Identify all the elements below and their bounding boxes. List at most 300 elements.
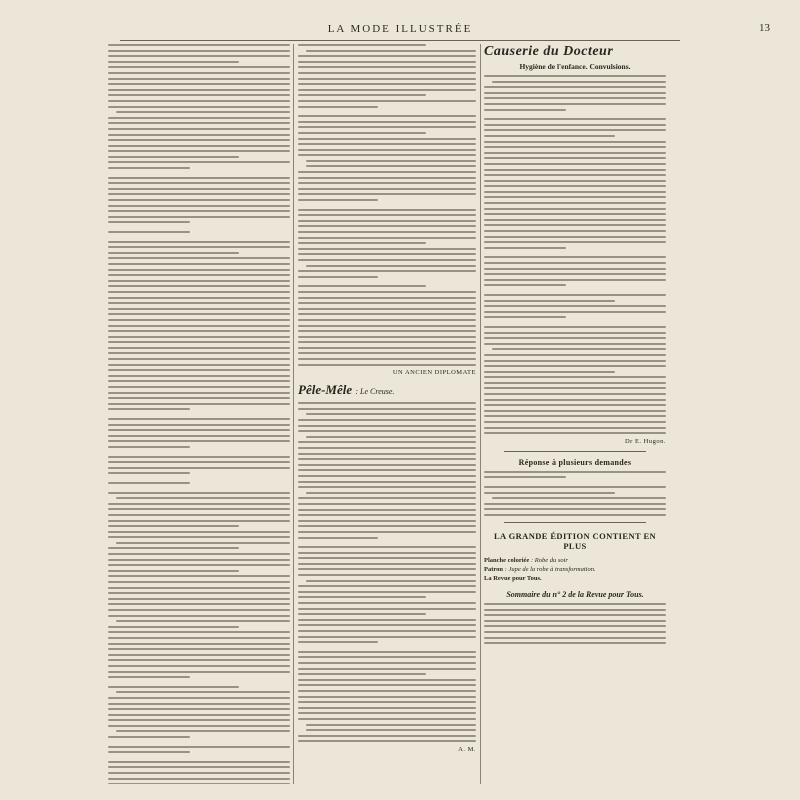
text-line xyxy=(484,337,666,339)
edition-item: Patron : Jupe de la robe à transformation. xyxy=(484,565,596,573)
text-line xyxy=(298,531,476,533)
text-line xyxy=(108,708,290,710)
text-line xyxy=(108,564,290,566)
text-line xyxy=(306,492,476,494)
text-line xyxy=(108,570,239,572)
text-line xyxy=(298,358,476,360)
body-text-block xyxy=(108,44,290,784)
text-line xyxy=(108,156,239,158)
text-line xyxy=(108,456,290,458)
text-line xyxy=(108,145,290,147)
text-line xyxy=(108,150,290,152)
text-line xyxy=(298,701,476,703)
text-line xyxy=(298,171,476,173)
edition-heading: LA GRANDE ÉDITION CONTIENT EN PLUS xyxy=(493,530,657,551)
text-line xyxy=(108,514,290,516)
text-line xyxy=(484,343,666,345)
text-line xyxy=(298,712,476,714)
text-line xyxy=(108,325,290,327)
text-line xyxy=(108,725,290,727)
text-line xyxy=(306,265,476,267)
text-line xyxy=(484,503,666,505)
text-line xyxy=(298,55,476,57)
text-line xyxy=(298,668,476,670)
text-line xyxy=(298,408,476,410)
text-line xyxy=(298,231,476,233)
text-line xyxy=(108,508,290,510)
text-line xyxy=(484,376,666,378)
text-line xyxy=(108,66,290,68)
text-line xyxy=(298,259,476,261)
text-line xyxy=(108,221,190,223)
text-line xyxy=(298,684,476,686)
text-line xyxy=(108,210,290,212)
text-line xyxy=(108,531,290,533)
text-line xyxy=(108,403,290,405)
text-line xyxy=(298,557,476,559)
text-line xyxy=(298,225,476,227)
text-line xyxy=(484,129,666,131)
text-line xyxy=(484,514,666,516)
text-line xyxy=(298,651,476,653)
text-line xyxy=(108,375,290,377)
text-line xyxy=(108,654,290,656)
text-line xyxy=(108,252,239,254)
text-line xyxy=(108,751,190,753)
text-line xyxy=(298,364,476,366)
text-line xyxy=(108,246,290,248)
text-line xyxy=(484,230,666,232)
text-line xyxy=(108,418,290,420)
text-line xyxy=(298,481,476,483)
text-line xyxy=(108,665,290,667)
text-line xyxy=(484,169,666,171)
text-line xyxy=(298,585,476,587)
text-line xyxy=(108,193,290,195)
text-line xyxy=(298,630,476,632)
text-line xyxy=(108,643,290,645)
text-line xyxy=(484,224,666,226)
text-line xyxy=(306,160,476,162)
text-line xyxy=(108,380,290,382)
text-line xyxy=(306,413,476,415)
text-line xyxy=(108,386,290,388)
text-line xyxy=(484,620,666,622)
text-line xyxy=(108,117,290,119)
text-line xyxy=(108,139,290,141)
text-line xyxy=(108,435,290,437)
text-line xyxy=(306,50,476,52)
text-line xyxy=(108,467,290,469)
text-line xyxy=(298,330,476,332)
text-line xyxy=(298,325,476,327)
text-line xyxy=(108,358,290,360)
text-line xyxy=(108,50,290,52)
text-line xyxy=(108,714,290,716)
text-line xyxy=(484,300,615,302)
text-line xyxy=(298,132,426,134)
text-line xyxy=(298,94,426,96)
text-line xyxy=(484,92,666,94)
text-line xyxy=(108,55,290,57)
body-text-block xyxy=(298,44,476,366)
text-line xyxy=(108,392,290,394)
text-line xyxy=(484,387,666,389)
text-line xyxy=(298,735,476,737)
text-line xyxy=(484,354,666,356)
text-line xyxy=(108,446,190,448)
text-line xyxy=(298,679,476,681)
text-line xyxy=(108,330,290,332)
text-line xyxy=(484,247,566,249)
text-line xyxy=(108,609,290,611)
text-line xyxy=(484,625,666,627)
text-line xyxy=(298,430,476,432)
body-text-block xyxy=(484,75,666,434)
text-line xyxy=(116,542,290,544)
text-line xyxy=(298,537,378,539)
text-line xyxy=(484,180,666,182)
text-line xyxy=(298,475,476,477)
text-line xyxy=(298,149,476,151)
text-line xyxy=(108,592,290,594)
divider xyxy=(504,522,646,523)
pele-mele-heading xyxy=(298,382,476,398)
text-line xyxy=(108,291,290,293)
text-line xyxy=(298,115,476,117)
text-line xyxy=(108,313,290,315)
article-signature: UN ANCIEN DIPLOMATE xyxy=(392,369,476,377)
text-line xyxy=(298,740,476,742)
text-line xyxy=(484,316,566,318)
text-line xyxy=(484,103,666,105)
text-line xyxy=(484,174,666,176)
text-line xyxy=(298,193,476,195)
column-right xyxy=(484,44,666,784)
text-line xyxy=(108,783,290,784)
text-line xyxy=(484,284,566,286)
text-line xyxy=(484,124,666,126)
text-line xyxy=(484,109,566,111)
text-line xyxy=(298,285,426,287)
text-line xyxy=(116,691,290,693)
text-line xyxy=(108,241,290,243)
text-line xyxy=(108,89,290,91)
text-line xyxy=(108,648,290,650)
text-line xyxy=(298,574,476,576)
text-line xyxy=(484,97,666,99)
page-number: 13 xyxy=(759,22,770,34)
text-line xyxy=(298,106,378,108)
text-line xyxy=(108,631,290,633)
text-line xyxy=(298,707,476,709)
text-line xyxy=(108,188,290,190)
text-line xyxy=(298,276,378,278)
text-line xyxy=(298,514,476,516)
text-line xyxy=(108,177,290,179)
text-line xyxy=(108,336,290,338)
text-line xyxy=(298,83,476,85)
text-line xyxy=(484,631,666,633)
text-line xyxy=(108,637,290,639)
text-line xyxy=(298,253,476,255)
text-line xyxy=(108,199,290,201)
body-text-block xyxy=(298,402,476,742)
text-line xyxy=(108,397,290,399)
text-line xyxy=(108,408,190,410)
text-line xyxy=(108,598,290,600)
text-line xyxy=(298,419,476,421)
causerie-subtitle: Hygiène de l'enfance. Convulsions. xyxy=(519,62,631,71)
text-line xyxy=(108,263,290,265)
text-line xyxy=(298,641,378,643)
column-rule-2 xyxy=(480,44,481,784)
text-line xyxy=(484,486,666,488)
text-line xyxy=(484,332,666,334)
text-line xyxy=(298,503,476,505)
text-line xyxy=(484,202,666,204)
text-line xyxy=(298,608,476,610)
text-line xyxy=(484,213,666,215)
text-line xyxy=(108,352,290,354)
text-line xyxy=(484,118,666,120)
text-line xyxy=(108,319,290,321)
text-line xyxy=(298,341,476,343)
text-line xyxy=(108,440,290,442)
text-line xyxy=(484,191,666,193)
text-line xyxy=(108,161,290,163)
text-line xyxy=(116,497,290,499)
text-line xyxy=(108,106,290,108)
text-line xyxy=(298,441,476,443)
text-line xyxy=(108,461,290,463)
text-line xyxy=(298,297,476,299)
text-line xyxy=(298,636,476,638)
text-line xyxy=(484,268,666,270)
text-line xyxy=(108,424,290,426)
text-line xyxy=(108,575,290,577)
text-line xyxy=(108,746,290,748)
causerie-title: Causerie du Docteur xyxy=(484,44,614,59)
text-line xyxy=(484,508,666,510)
text-line xyxy=(108,581,290,583)
text-line xyxy=(298,302,476,304)
reponse-heading: Réponse à plusieurs demandes xyxy=(518,457,632,467)
text-line xyxy=(484,241,666,243)
text-line xyxy=(484,492,615,494)
text-line xyxy=(484,637,666,639)
text-line xyxy=(108,603,290,605)
column-rule-1 xyxy=(293,44,294,784)
text-line xyxy=(298,690,476,692)
text-line xyxy=(298,248,476,250)
text-line xyxy=(306,165,476,167)
column-left xyxy=(108,44,290,784)
text-line xyxy=(108,134,290,136)
text-line xyxy=(298,464,476,466)
text-line xyxy=(108,492,290,494)
text-line xyxy=(484,273,666,275)
text-line xyxy=(484,236,666,238)
text-line xyxy=(484,365,666,367)
causerie-signature: Dr E. Hugon. xyxy=(624,437,666,445)
text-line xyxy=(108,703,290,705)
text-line xyxy=(108,525,239,527)
text-line xyxy=(484,196,666,198)
text-line xyxy=(108,736,190,738)
text-line xyxy=(484,399,666,401)
text-line xyxy=(484,371,615,373)
text-line xyxy=(298,486,476,488)
text-line xyxy=(298,291,476,293)
text-line xyxy=(492,81,666,83)
edition-item: Planche coloriée : Robe du soir xyxy=(484,556,568,564)
text-line xyxy=(108,719,290,721)
text-line xyxy=(298,591,476,593)
text-line xyxy=(484,471,666,473)
text-line xyxy=(298,453,476,455)
text-line xyxy=(298,525,476,527)
text-line xyxy=(298,509,476,511)
divider xyxy=(504,451,646,452)
text-line xyxy=(298,313,476,315)
text-line xyxy=(108,44,290,46)
sommaire-heading: Sommaire du n° 2 de la Revue pour Tous. xyxy=(506,589,644,599)
text-line xyxy=(298,347,476,349)
text-line xyxy=(484,146,666,148)
text-line xyxy=(298,624,476,626)
text-line xyxy=(298,619,476,621)
text-line xyxy=(484,642,666,644)
text-line xyxy=(108,297,290,299)
text-line xyxy=(298,61,476,63)
text-line xyxy=(484,614,666,616)
text-line xyxy=(298,89,476,91)
text-line xyxy=(298,552,476,554)
text-line xyxy=(484,141,666,143)
text-line xyxy=(484,311,666,313)
text-line xyxy=(298,520,476,522)
text-line xyxy=(298,199,378,201)
text-line xyxy=(298,44,426,46)
text-line xyxy=(108,128,290,130)
pele-mele-title: Pêle-Mêle xyxy=(298,382,353,398)
pele-mele-signature: A. M. xyxy=(458,745,476,753)
text-line xyxy=(298,425,476,427)
text-line xyxy=(108,167,190,169)
text-line xyxy=(298,469,476,471)
text-line xyxy=(108,257,290,259)
text-line xyxy=(298,121,476,123)
text-line xyxy=(298,656,476,658)
text-line xyxy=(108,182,290,184)
text-line xyxy=(108,274,290,276)
body-text-block xyxy=(484,471,666,516)
text-line xyxy=(298,613,426,615)
text-line xyxy=(484,410,666,412)
text-line xyxy=(108,231,190,233)
text-line xyxy=(108,269,290,271)
text-line xyxy=(108,347,290,349)
text-line xyxy=(484,603,666,605)
text-line xyxy=(298,458,476,460)
text-line xyxy=(484,305,666,307)
text-line xyxy=(108,778,290,780)
text-line xyxy=(298,602,476,604)
text-line xyxy=(108,341,290,343)
text-line xyxy=(298,242,426,244)
text-line xyxy=(298,568,476,570)
text-line xyxy=(492,348,666,350)
text-line xyxy=(108,659,290,661)
text-line xyxy=(298,126,476,128)
text-line xyxy=(108,285,290,287)
text-line xyxy=(108,697,290,699)
text-line xyxy=(108,686,239,688)
text-line xyxy=(298,662,476,664)
text-line xyxy=(298,154,476,156)
text-line xyxy=(484,135,615,137)
text-line xyxy=(108,302,290,304)
text-line xyxy=(298,177,476,179)
text-line xyxy=(298,72,476,74)
text-line xyxy=(108,216,290,218)
text-line xyxy=(484,360,666,362)
text-line xyxy=(298,182,476,184)
text-line xyxy=(492,497,666,499)
text-line xyxy=(108,676,190,678)
text-line xyxy=(108,100,290,102)
text-line xyxy=(108,520,290,522)
text-line xyxy=(484,75,666,77)
text-line xyxy=(108,364,290,366)
text-line xyxy=(116,620,290,622)
text-line xyxy=(298,718,476,720)
text-line xyxy=(108,553,290,555)
page-header xyxy=(120,20,770,41)
text-line xyxy=(108,369,290,371)
text-line xyxy=(306,580,476,582)
edition-item: La Revue pour Tous. xyxy=(484,574,542,582)
text-line xyxy=(484,609,666,611)
text-line xyxy=(298,596,426,598)
text-line xyxy=(298,237,476,239)
text-line xyxy=(484,279,666,281)
text-line xyxy=(108,615,290,617)
text-line xyxy=(298,447,476,449)
text-line xyxy=(298,402,476,404)
text-line xyxy=(484,219,666,221)
text-line xyxy=(484,404,666,406)
text-line xyxy=(298,209,476,211)
text-line xyxy=(298,66,476,68)
text-line xyxy=(484,326,666,328)
text-line xyxy=(306,436,476,438)
text-line xyxy=(108,72,290,74)
text-line xyxy=(298,78,476,80)
text-line xyxy=(484,152,666,154)
text-line xyxy=(298,308,476,310)
text-line xyxy=(108,280,290,282)
text-line xyxy=(298,673,426,675)
text-line xyxy=(484,208,666,210)
column-middle xyxy=(298,44,476,784)
text-line xyxy=(484,157,666,159)
text-line xyxy=(298,214,476,216)
text-line xyxy=(108,503,290,505)
text-line xyxy=(298,352,476,354)
text-line xyxy=(116,111,290,113)
